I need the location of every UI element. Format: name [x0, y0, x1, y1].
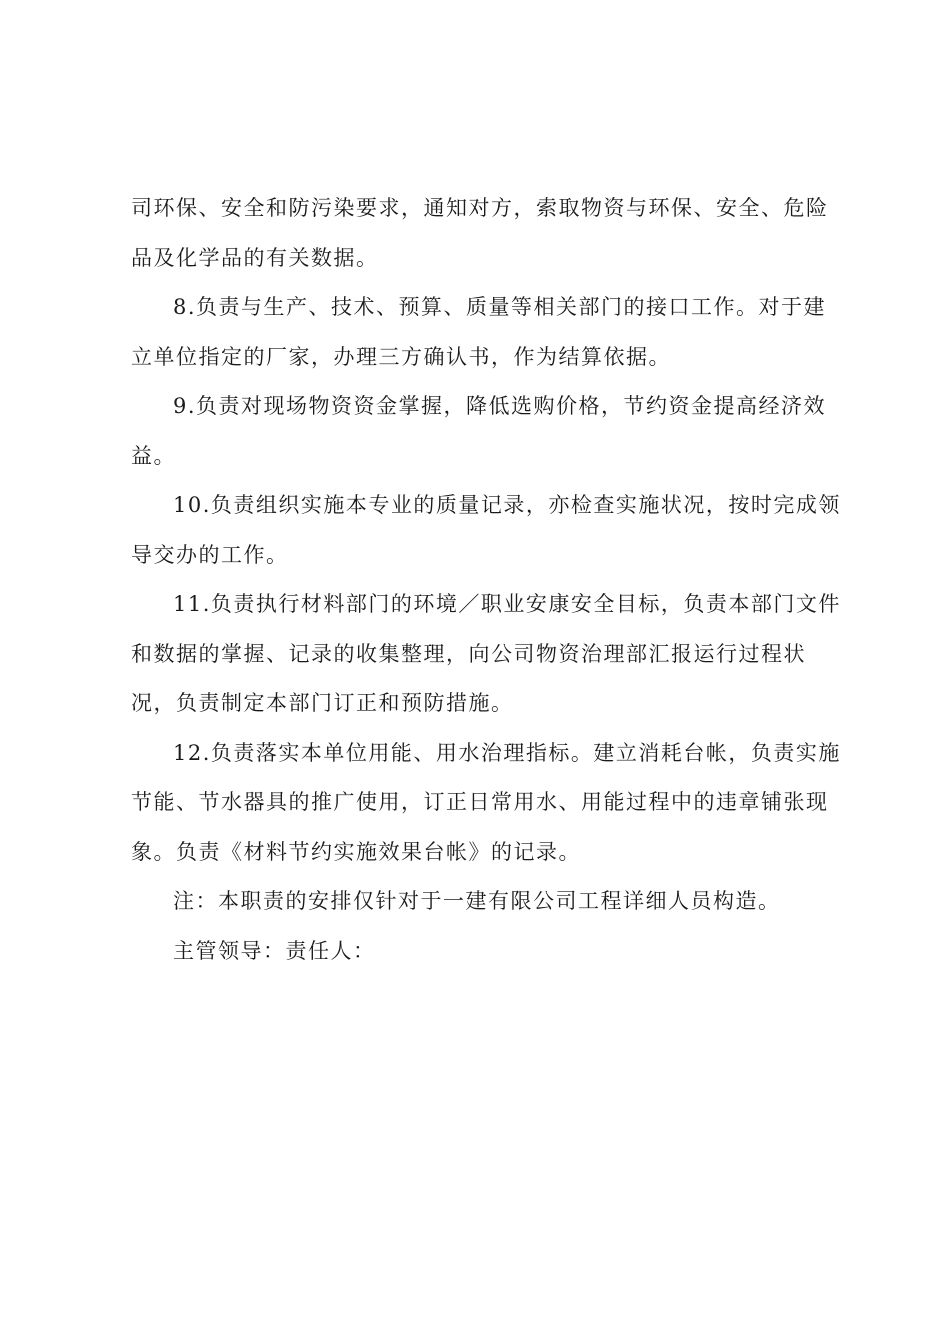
text-line: 导交办的工作。 — [131, 542, 289, 567]
note-line: 注：本职责的安排仅针对于一建有限公司工程详细人员构造。 — [173, 889, 781, 913]
text-line: 司环保、安全和防污染要求，通知对方，索取物资与环保、安全、危险 — [131, 196, 829, 220]
text-line: 9.负责对现场物资资金掌握，降低选购价格，节约资金提高经济效 — [173, 394, 827, 418]
text-line: 10.负责组织实施本专业的质量记录，亦检查实施状况，按时完成领 — [173, 493, 841, 517]
text-line: 8.负责与生产、技术、预算、质量等相关部门的接口工作。对于建 — [173, 295, 827, 319]
text-line: 节能、节水器具的推广使用，订正日常用水、用能过程中的违章铺张现 — [131, 790, 829, 814]
text-line: 品及化学品的有关数据。 — [131, 245, 379, 270]
text-line: 立单位指定的厂家，办理三方确认书，作为结算依据。 — [131, 344, 671, 369]
document-body — [131, 184, 841, 976]
text-line: 况，负责制定本部门订正和预防措施。 — [131, 691, 514, 715]
text-line: 象。负责《材料节约实施效果台帐》的记录。 — [131, 839, 581, 864]
text-line: 益。 — [131, 443, 176, 468]
text-line: 11.负责执行材料部门的环境／职业安康安全目标，负责本部门文件 — [173, 592, 841, 616]
text-line: 和数据的掌握、记录的收集整理，向公司物资治理部汇报运行过程状 — [131, 641, 806, 666]
signature-line: 主管领导：责任人： — [173, 938, 376, 963]
text-line: 12.负责落实本单位用能、用水治理指标。建立消耗台帐，负责实施 — [173, 740, 841, 765]
